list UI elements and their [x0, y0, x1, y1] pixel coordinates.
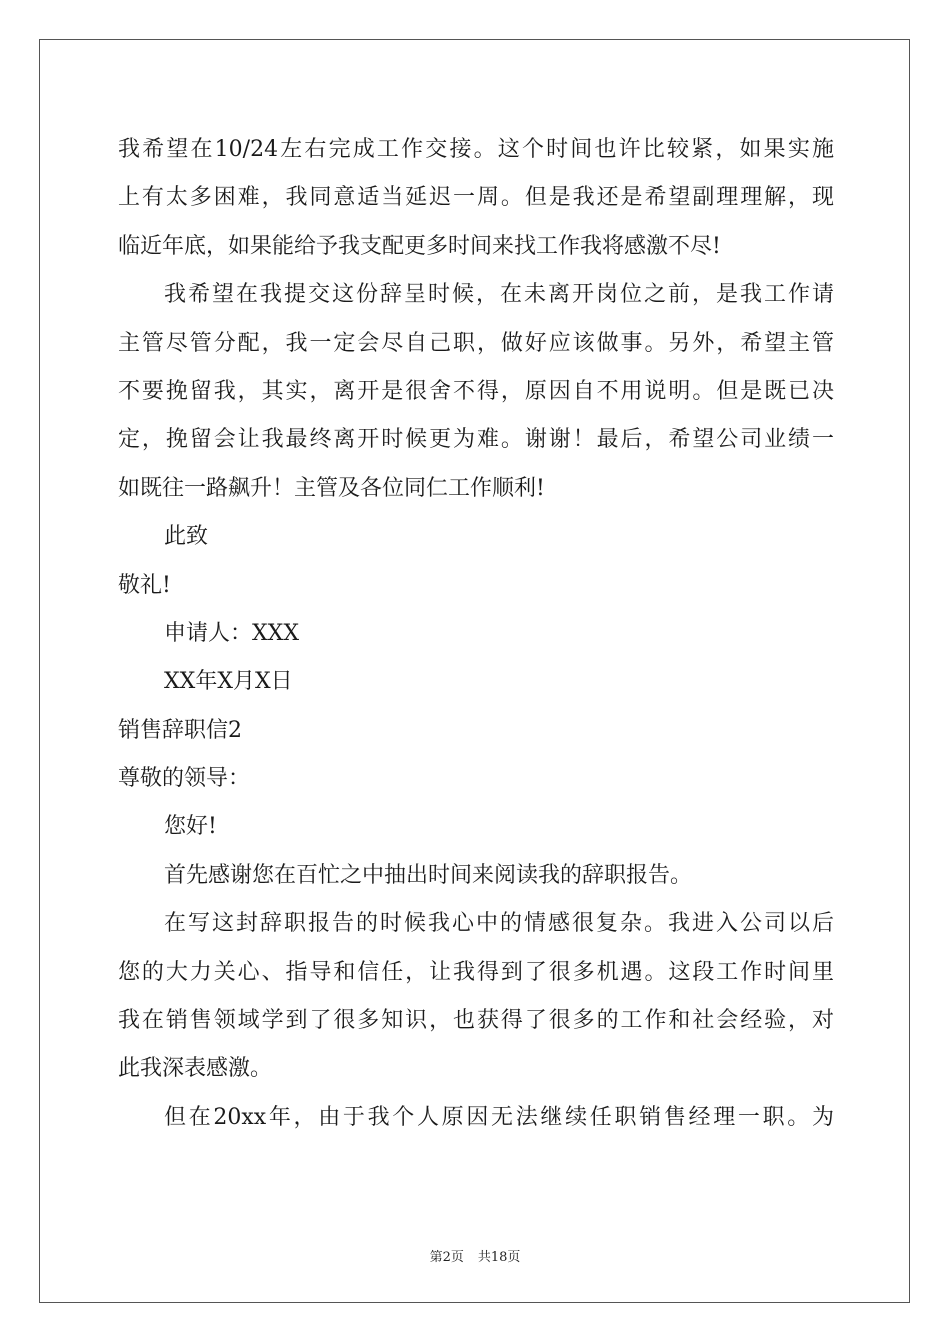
- text-line: 我希望在10/24左右完成工作交接。这个时间也许比较紧，如果实施: [118, 137, 834, 162]
- page-number: 第2页: [429, 1250, 464, 1265]
- text-line: 上有太多困难，我同意适当延迟一周。但是我还是希望副理理解，现: [118, 185, 834, 211]
- greeting-recipient: 尊敬的领导：: [118, 766, 251, 792]
- text-line: 在写这封辞职报告的时候我心中的情感很复杂。我进入公司以后: [164, 911, 834, 937]
- document-body: [118, 126, 834, 1142]
- section-title: 销售辞职信2: [118, 717, 242, 743]
- text-line: 您的大力关心、指导和信任，让我得到了很多机遇。这段工作时间里: [118, 959, 834, 985]
- text-line: 但在20xx年，由于我个人原因无法继续任职销售经理一职。为: [164, 1104, 834, 1130]
- page-total: 共18页: [477, 1250, 521, 1265]
- closing-regards: 敬礼!: [118, 572, 171, 598]
- text-line: 我在销售领域学到了很多知识，也获得了很多的工作和社会经验，对: [118, 1008, 834, 1034]
- text-line: 首先感谢您在百忙之中抽出时间来阅读我的辞职报告。: [164, 862, 693, 888]
- text-line: 我希望在我提交这份辞呈时候，在未离开岗位之前，是我工作请: [164, 282, 834, 308]
- text-line: 如既往一路飙升！主管及各位同仁工作顺利!: [118, 475, 545, 501]
- letter-date: XX年X月X日: [164, 669, 293, 695]
- text-line: 不要挽留我，其实，离开是很舍不得，原因自不用说明。但是既已决: [118, 378, 834, 404]
- text-line: 定，挽留会让我最终离开时候更为难。谢谢！最后，希望公司业绩一: [118, 427, 834, 453]
- page-footer: [0, 1246, 950, 1265]
- text-line: 主管尽管分配，我一定会尽自己职，做好应该做事。另外，希望主管: [118, 330, 834, 356]
- closing-salutation: 此致: [164, 524, 209, 550]
- applicant-signature: 申请人：XXX: [164, 620, 299, 646]
- text-line: 此我深表感激。: [118, 1056, 273, 1082]
- greeting: 您好!: [164, 814, 217, 840]
- text-line: 临近年底，如果能给予我支配更多时间来找工作我将感激不尽!: [118, 233, 721, 259]
